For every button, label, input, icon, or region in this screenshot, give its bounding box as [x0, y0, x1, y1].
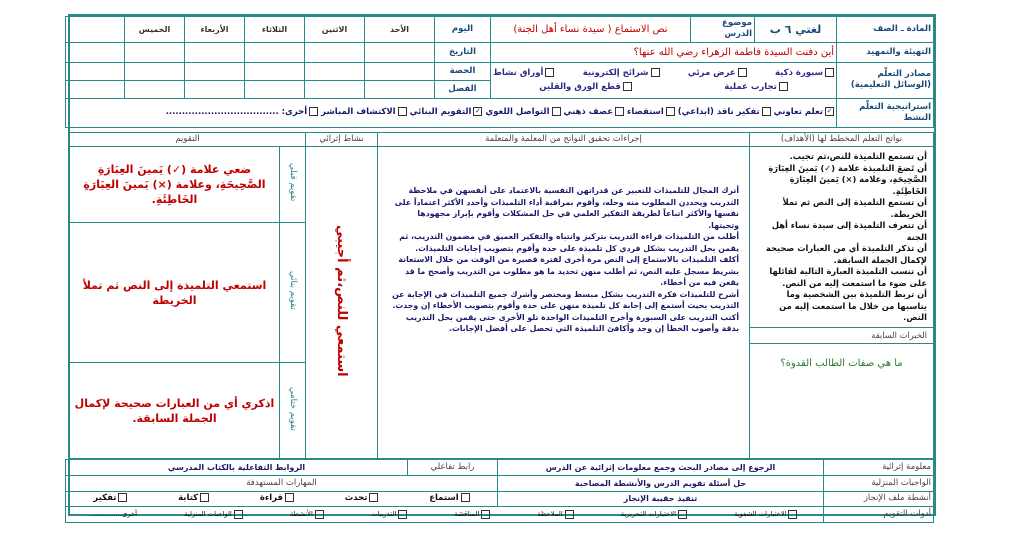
outcome-item: أن تَضعَ التلميذة علامة (✓) يَمينَ العِبَارَةِ الصَّحِيحَةِ، وعلامة (×) يَمينَ العِبَارَةِ الخَاطِئَةِ. [768, 162, 927, 196]
strategy-item[interactable]: ✓تعلم تعاوني [773, 107, 833, 118]
skill-item[interactable]: كتابة [178, 493, 209, 504]
strategies-list [66, 98, 837, 127]
eval-label-pre: تقويم قبلي [280, 147, 306, 223]
subject-label: المادة ـ الصف [837, 17, 934, 43]
tool-item[interactable]: أخرى.............. [91, 510, 138, 519]
procedures-cell [378, 147, 750, 459]
resources-label: مصادر التعلّم (الوسائل التعليمية) [837, 62, 934, 98]
period-label: الحصة [435, 62, 491, 80]
eval-label-final: تقويم ختامي [280, 363, 306, 459]
day-sun: الأحد [365, 17, 435, 43]
checkbox-icon [788, 510, 797, 519]
procedure-item: أشرح للتلميذات فكرة التدريب بشكل مبسط ومختصر وأشرك جميع التلميذات في الإجابة عن التدريب بحيث أستمع إلى إجابة كل تلميذة منهن على حدة وأقوم بتصويب الأخطاء إن وجدت. [392, 289, 739, 310]
resource-item[interactable]: شرائح إلكترونية [583, 68, 660, 79]
footer-table [65, 459, 934, 523]
procedures-header: إجراءات تحقيق النواتج من المعلمة والمتعلمة [378, 133, 750, 147]
strategy-item[interactable]: عصف ذهني [563, 107, 624, 117]
strategy-item[interactable]: التواصل اللغوي [485, 107, 560, 117]
strategy-item[interactable]: الاكتشاف المباشر [321, 107, 406, 117]
checkbox-icon [779, 82, 788, 91]
checkbox-icon [309, 107, 318, 116]
strategy-item[interactable]: تفكير ناقد (ابداعي) [678, 107, 771, 117]
resource-item[interactable]: قطع الورق والقلين [539, 82, 632, 93]
outcome-item: أن تنسب التلميذة العبارة التالية لقائلها على ضوء ما استمعت إليه من النص. [769, 266, 927, 288]
activity-text: استمعي للنص،ثم أجيبي [334, 224, 349, 377]
skills-list [66, 491, 498, 507]
strategy-item[interactable]: أخرى: ................................... [166, 107, 319, 117]
header-table [65, 16, 934, 128]
checkbox-icon [315, 510, 324, 519]
day-tue: الثلاثاء [245, 17, 305, 43]
day-wed: الأربعاء [185, 17, 245, 43]
homework-value: حل أسئلة تقويم الدرس والأنشطة المصاحبة [498, 475, 824, 491]
procedure-item: أترك المجال للتلميذات للتعبير عن قدراتهن التفسية بالاعتماد على أنفسهن في ملاحظة التدريب ويحددن المطلوب منه وحله، وأقوم بمراقبة أداء التلميذات وأحدد الأكثر اعتماداً على نفسها والأكثر اتباعاً لطريقة التفكير العلمي في حل المشكلات وأقوم بإبراز مجهودها وتحيتها. [394, 186, 739, 230]
checked-checkbox-icon: ✓ [826, 107, 833, 116]
intro-label: التهيئة والتمهيد [837, 42, 934, 62]
procedure-item: أكتب التدريب على السبورة وأخرج التلميذات الواحدة تلو الأخرى حتى يقمن بحل التدريب بدقة وأصوب الخطأ إن وجد وأكافئ التلميذة التي تحصل على أفضل الإجابات. [405, 312, 739, 333]
eval-text-final: اذكري أي من العبارات صحيحة لإكمال الجملة السابقة. [69, 363, 279, 459]
lesson-plan [68, 14, 936, 520]
procedure-item: أكلف التلميذات بالاستماع إلى النص مرة أخرى لفترة قصيرة من الوقت من خلال الاستعانة بشريط مسجل عليه النص، ثم أطلب منهن تحديد ما هو مطلوب من التدريب وأصحح ما قد يقعن فيه من أخطاء. [398, 255, 739, 287]
checkbox-icon [118, 493, 127, 502]
checkbox-icon [565, 510, 574, 519]
tools-list [66, 507, 824, 523]
checkbox-icon [398, 510, 407, 519]
day-label: اليوم [435, 17, 491, 43]
outcome-item: أن تربط التلميذة بين الشخصية وما يناسبها من خلال ما استمعت إليه من النص. [779, 289, 927, 322]
prior-label: الخبرات السابقة [750, 327, 933, 344]
checkbox-icon [651, 68, 660, 77]
checkbox-icon [615, 107, 624, 116]
skill-item[interactable]: تفكير [93, 493, 127, 504]
strategy-label: استراتيجية التعلّم النشط [837, 98, 934, 127]
checkbox-icon [369, 493, 378, 502]
outcomes-header: نواتج التعلم المخطط لها (الأهداف) [750, 133, 934, 147]
main-table [69, 132, 934, 459]
checkbox-icon [481, 510, 490, 519]
eval-text-formative: استمعي التلميذة إلى النص ثم تملأ الخريطة [69, 223, 279, 363]
homework-label: الواجبات المنزلية [824, 475, 934, 491]
enrichment-label: معلومة إثرائية [824, 460, 934, 476]
tool-item[interactable]: المناقشة [454, 509, 490, 520]
checkbox-icon [623, 82, 632, 91]
link-value[interactable]: الروابط التفاعلية بالكتاب المدرسي [66, 460, 408, 476]
subject-value: لغتي ٦ ب [755, 17, 837, 43]
skills-label: المهارات المستهدفة [66, 475, 498, 491]
checkbox-icon [666, 107, 675, 116]
skill-item[interactable]: قراءة [260, 493, 294, 504]
checkbox-icon [234, 510, 243, 519]
procedure-item: أطلب من التلميذات قراءة التدريب بتركيز وانتباه والتفكير العميق في مضمون التدريب، ثم يقمن بحل التدريب بشكل فردي كل تلميذة على حدة وأقوم بتصويب إجابات التلميذات. [399, 232, 739, 253]
resource-item[interactable]: عرض مرئي [688, 68, 747, 79]
resources-list [491, 62, 837, 98]
tool-item[interactable]: الواجبات المنزلية [184, 509, 243, 520]
tool-item[interactable]: الاختبارات التحريرية [621, 509, 687, 520]
eval-text-pre: ضعي علامة (✓) يَمينَ العِبَارَةِ الصَّحِيحَةِ، وعلامة (×) يَمينَ العِبَارَةِ الخَاطِئَةِ. [69, 147, 279, 223]
tool-item[interactable]: الأنشطة [290, 509, 324, 520]
outcome-item: أن تتعرف التلميذة إلى سيدة نساء أهل الجنة [771, 220, 927, 242]
day-mon: الاثنين [305, 17, 365, 43]
outcome-item: أن تذكر التلميذة أي من العبارات صحيحة لإكمال الجملة السابقة. [765, 243, 927, 265]
tool-item[interactable]: الملاحظة [537, 509, 573, 520]
checkbox-icon [461, 493, 470, 502]
checkbox-icon [678, 510, 687, 519]
link-label: رابط تفاعلي [408, 460, 498, 476]
prior-question: ما هي صفات الطالب القدوة؟ [750, 343, 933, 384]
date-label: التاريخ [435, 42, 491, 62]
checkbox-icon [398, 107, 407, 116]
resource-item[interactable]: أوراق نشاط [493, 68, 554, 79]
checkbox-icon [738, 68, 747, 77]
outcome-item: أن تستمع التلميذة للنص،ثم تجيب. [789, 151, 927, 161]
skill-item[interactable]: استماع [429, 493, 469, 504]
class-label: الفصل [435, 80, 491, 98]
eval-label-formative: تقويم بنائي [280, 223, 306, 363]
day-thu: الخميس [125, 17, 185, 43]
topic-label: موضوع الدرس [691, 17, 755, 43]
intro-value: أين دفنت السيدة فاطمة الزهراء رضي الله عنها؟ [491, 42, 837, 62]
portfolio-value: تنفيذ حقيبة الإنجاز [498, 491, 824, 507]
enrichment-value: الرجوع إلى مصادر البحث وجمع معلومات إثرائية عن الدرس [498, 460, 824, 476]
checkbox-icon [762, 107, 771, 116]
checkbox-icon [825, 68, 834, 77]
strategy-item[interactable]: استقصاء [627, 107, 675, 117]
checkbox-icon [545, 68, 554, 77]
topic-value: نص الاستماع ( سيدة نساء أهل الجنة) [491, 17, 691, 43]
checkbox-icon [285, 493, 294, 502]
outcomes-cell [750, 147, 934, 459]
activity-cell [306, 147, 378, 459]
resource-item[interactable]: تجارب عملية [724, 82, 788, 93]
strategy-item[interactable]: ✓التقويم البنائي [409, 107, 481, 118]
evaluation-header: التقويم [69, 133, 305, 147]
resource-item[interactable]: سبورة ذكية [775, 68, 834, 79]
checkbox-icon [552, 107, 561, 116]
skill-item[interactable]: تحدث [345, 493, 379, 504]
tool-item[interactable]: الاختبارات الشفوية [734, 509, 797, 520]
tools-label: أدوات التقويم [824, 507, 934, 523]
tool-item[interactable]: التدريبات [371, 509, 407, 520]
checkbox-icon [200, 493, 209, 502]
outcome-item: أن تستمع التلميذة إلى النص ثم تملأ الخريطة. [782, 197, 927, 219]
checked-checkbox-icon: ✓ [475, 107, 481, 116]
portfolio-label: أنشطة ملف الإنجاز [824, 491, 934, 507]
activity-header: نشاط إثرائي [306, 133, 378, 147]
